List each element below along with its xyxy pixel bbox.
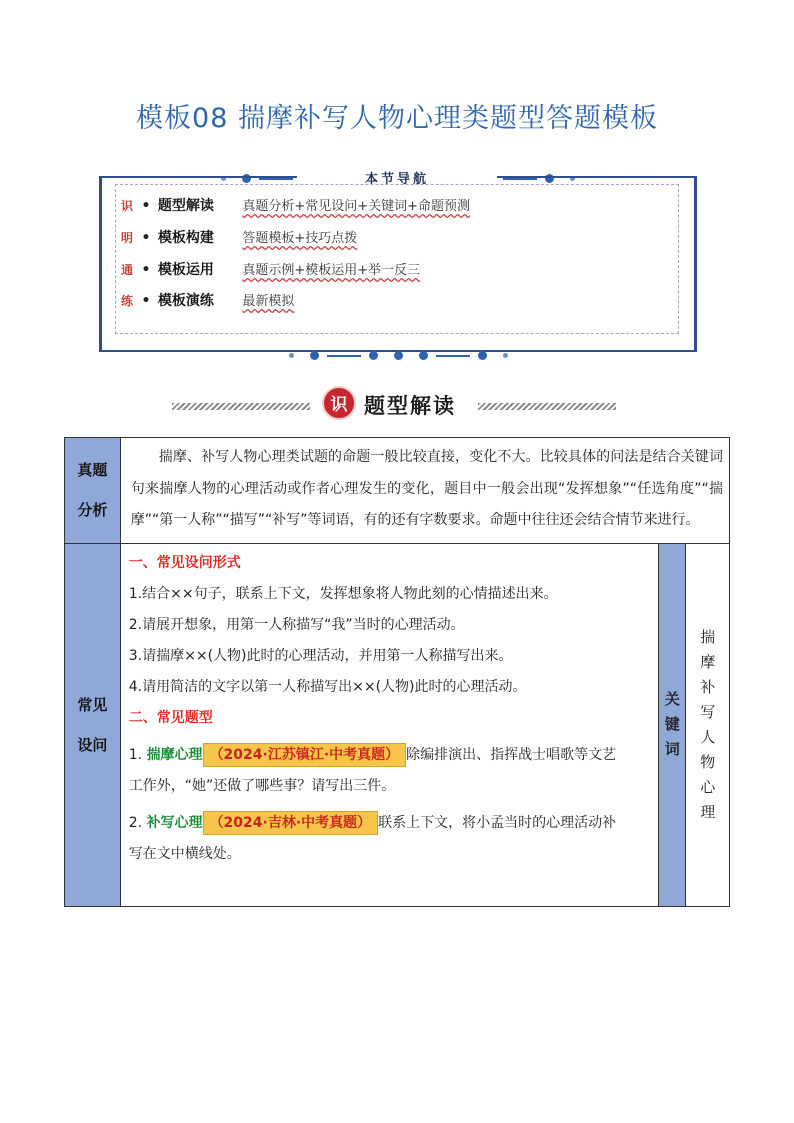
nav-bottom-ornament [99, 345, 697, 364]
nav-char-icon: 通 [121, 263, 134, 277]
nav-header: 本节导航 [297, 168, 497, 186]
nav-item-build[interactable]: 明 • 模板构建 答题模板+技巧点拨 [121, 227, 357, 249]
row-head-analysis: 真题 分析 [65, 438, 121, 544]
table-row [65, 543, 730, 906]
question-item: 1. 揣摩心理 （2024·江苏镇江·中考真题） 除编排演出、指挥战士唱歌等文艺 [129, 740, 650, 771]
nav-item-desc: 真题分析+常见设问+关键词+命题预测 [242, 199, 471, 214]
subsection-title: 一、常见设问形式 [128, 554, 241, 571]
row-head-questions: 常见 设问 [65, 543, 121, 906]
keyword-value: 揣 摩 补 写 人 物 心 理 [686, 543, 730, 906]
nav-item-interpret[interactable]: 识 • 题型解读 真题分析+常见设问+关键词+命题预测 [121, 195, 470, 217]
question-item: 2. 补写心理 （2024·吉林·中考真题） 联系上下文，将小孟当时的心理活动补 [129, 808, 650, 839]
keyword-head: 关 键 词 [659, 543, 686, 906]
nav-item-desc: 答题模板+技巧点拨 [242, 231, 358, 246]
nav-char-icon: 练 [121, 294, 134, 308]
question-item-cont: 工作外，“她”还做了哪些事？请写出三件。 [128, 777, 396, 794]
question-type: 揣摩心理 [146, 746, 203, 763]
nav-item-label: 题型解读 [157, 198, 214, 214]
section-header [172, 386, 622, 422]
subsection-title: 二、常见题型 [128, 709, 213, 726]
list-item: 1.结合××句子，联系上下文，发挥想象将人物此刻的心情描述出来。 [128, 585, 558, 602]
nav-item-apply[interactable]: 通 • 模板运用 真题示例+模板运用+举一反三 [121, 259, 420, 281]
analysis-cell [120, 438, 729, 544]
list-item: 2.请展开想象，用第一人称描写“我”当时的心理活动。 [128, 616, 465, 633]
nav-item-label: 模板运用 [157, 262, 214, 278]
question-type: 补写心理 [146, 814, 203, 831]
nav-char-icon: 识 [121, 199, 134, 213]
source-badge: （2024·江苏镇江·中考真题） [203, 743, 407, 767]
question-item-cont: 写在文中横线处。 [128, 845, 241, 862]
list-item: 3.请揣摩××(人物)此时的心理活动，并用第一人称描写出来。 [128, 647, 513, 664]
nav-item-label: 模板构建 [157, 230, 214, 246]
nav-item-practice[interactable]: 练 • 模板演练 最新模拟 [121, 290, 294, 312]
nav-item-label: 模板演练 [157, 293, 214, 309]
nav-item-desc: 真题示例+模板运用+举一反三 [242, 263, 421, 278]
section-navigation [99, 168, 695, 352]
nav-char-icon: 明 [121, 231, 134, 245]
table-row [65, 438, 730, 544]
page-title: 模板08 揣摩补写人物心理类题型答题模板 [136, 103, 658, 134]
nav-item-desc: 最新模拟 [242, 294, 295, 309]
interpretation-table [64, 437, 730, 907]
section-stripes-left [172, 403, 310, 410]
section-stripes-right [478, 403, 616, 410]
section-title: 题型解读 [364, 394, 456, 418]
source-badge: （2024·吉林·中考真题） [203, 811, 379, 835]
questions-cell [120, 543, 658, 906]
list-item: 4.请用简洁的文字以第一人称描写出××(人物)此时的心理活动。 [128, 678, 527, 695]
analysis-text: 揣摩、补写人物心理类试题的命题一般比较直接，变化不大。比较具体的问法是结合关键词句来揣摩人物的心理活动或作者心理发生的变化，题目中一般会出现“发挥想象”“任选角度”“揣摩”“第一人称”“描写”“补写”等词语，有的还有字数要求。命题中往往还会结合情节来进行。 [130, 449, 723, 528]
section-badge-icon: 识 [322, 386, 356, 420]
